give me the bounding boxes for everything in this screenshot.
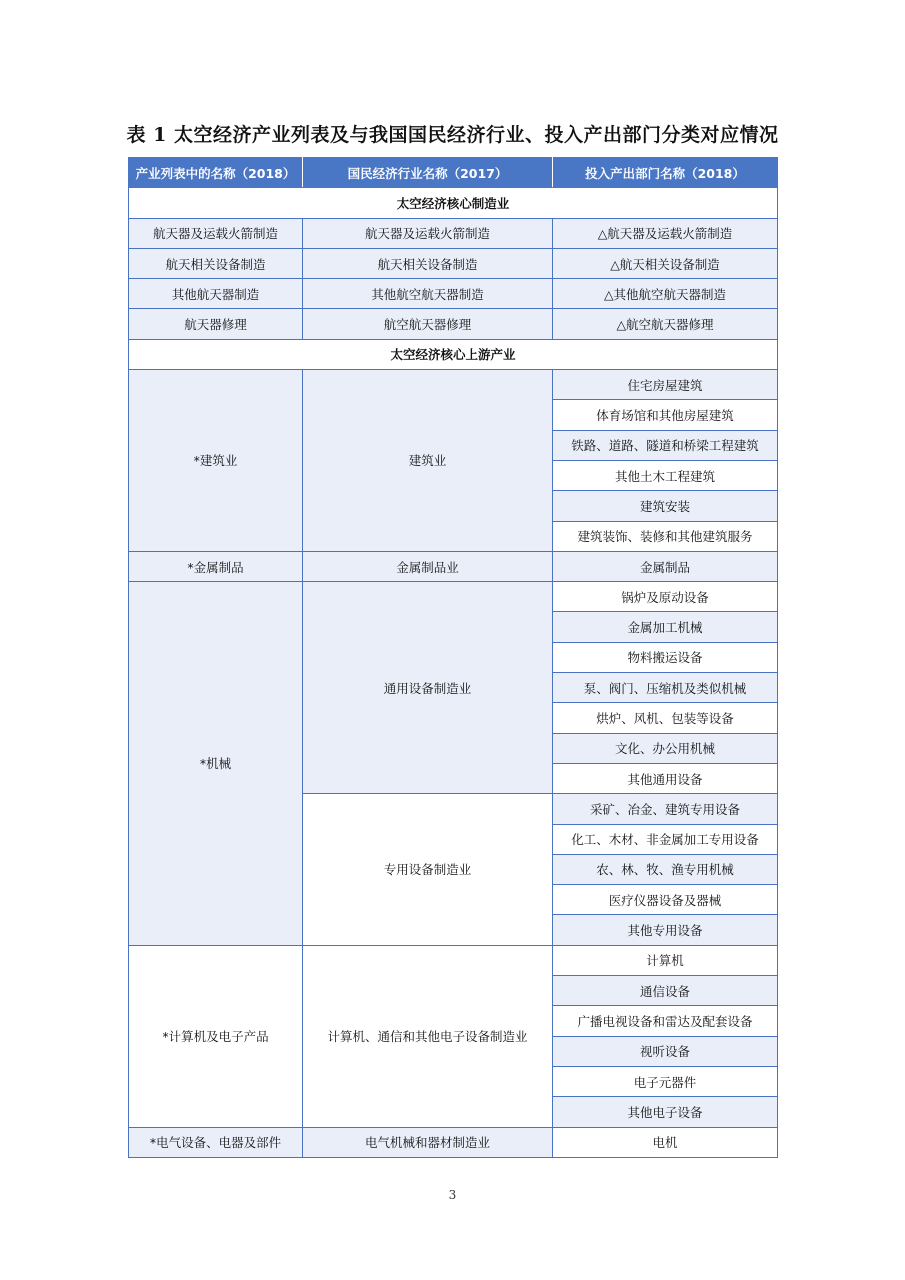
cell-io: 物料搬运设备 — [553, 642, 778, 672]
header-input-output: 投入产出部门名称（2018） — [553, 158, 778, 188]
cell-io: 农、林、牧、渔专用机械 — [553, 854, 778, 884]
page-number: 3 — [448, 1188, 457, 1202]
cell-national: 航空航天器修理 — [303, 309, 553, 339]
cell-io: 建筑安装 — [553, 491, 778, 521]
cell-national: 航天器及运载火箭制造 — [303, 218, 553, 248]
cell-io: 医疗仪器设备及器械 — [553, 885, 778, 915]
cell-national-general-equipment: 通用设备制造业 — [303, 582, 553, 794]
cell-io: 文化、办公用机械 — [553, 733, 778, 763]
cell-industry: 其他航天器制造 — [129, 279, 303, 309]
table-row — [129, 551, 778, 581]
header-national-economy: 国民经济行业名称（2017） — [303, 158, 553, 188]
cell-national-electronics: 计算机、通信和其他电子设备制造业 — [303, 945, 553, 1127]
table-row — [129, 279, 778, 309]
cell-io: 广播电视设备和雷达及配套设备 — [553, 1006, 778, 1036]
cell-io: 泵、阀门、压缩机及类似机械 — [553, 673, 778, 703]
cell-industry-machinery: *机械 — [129, 582, 303, 946]
cell-industry-electronics: *计算机及电子产品 — [129, 945, 303, 1127]
cell-io: 其他电子设备 — [553, 1097, 778, 1127]
cell-industry-metal: *金属制品 — [129, 551, 303, 581]
cell-io: 电机 — [553, 1127, 778, 1157]
cell-io: 其他通用设备 — [553, 763, 778, 793]
cell-io: △航空航天器修理 — [553, 309, 778, 339]
cell-national-electrical: 电气机械和器材制造业 — [303, 1127, 553, 1157]
cell-io: 烘炉、风机、包装等设备 — [553, 703, 778, 733]
cell-io: 采矿、冶金、建筑专用设备 — [553, 794, 778, 824]
table-row — [129, 945, 778, 975]
cell-io: 其他土木工程建筑 — [553, 460, 778, 490]
cell-io: △航天器及运载火箭制造 — [553, 218, 778, 248]
cell-io: △其他航空航天器制造 — [553, 279, 778, 309]
cell-io: 锅炉及原动设备 — [553, 582, 778, 612]
table-row — [129, 582, 778, 612]
cell-io: 其他专用设备 — [553, 915, 778, 945]
cell-industry: 航天相关设备制造 — [129, 248, 303, 278]
table-row — [129, 218, 778, 248]
cell-industry: 航天器修理 — [129, 309, 303, 339]
cell-io: 电子元器件 — [553, 1066, 778, 1096]
table-row — [129, 370, 778, 400]
cell-io: 建筑装饰、装修和其他建筑服务 — [553, 521, 778, 551]
cell-io: 计算机 — [553, 945, 778, 975]
header-industry-list: 产业列表中的名称（2018） — [129, 158, 303, 188]
table-title: 表 1 太空经济产业列表及与我国国民经济行业、投入产出部门分类对应情况 — [126, 124, 779, 146]
cell-io: 化工、木材、非金属加工专用设备 — [553, 824, 778, 854]
header-row — [129, 158, 778, 188]
cell-io: 体育场馆和其他房屋建筑 — [553, 400, 778, 430]
cell-io: 视听设备 — [553, 1036, 778, 1066]
cell-industry-electrical: *电气设备、电器及部件 — [129, 1127, 303, 1157]
classification-table — [128, 157, 778, 1158]
cell-national: 其他航空航天器制造 — [303, 279, 553, 309]
cell-io: 金属加工机械 — [553, 612, 778, 642]
cell-io: △航天相关设备制造 — [553, 248, 778, 278]
cell-io: 铁路、道路、隧道和桥梁工程建筑 — [553, 430, 778, 460]
cell-national: 航天相关设备制造 — [303, 248, 553, 278]
table-row — [129, 1127, 778, 1157]
cell-national-special-equipment: 专用设备制造业 — [303, 794, 553, 945]
cell-industry-construction: *建筑业 — [129, 370, 303, 552]
table-row — [129, 309, 778, 339]
cell-national-construction: 建筑业 — [303, 370, 553, 552]
cell-io: 金属制品 — [553, 551, 778, 581]
cell-industry: 航天器及运载火箭制造 — [129, 218, 303, 248]
section-core-manufacturing: 太空经济核心制造业 — [129, 188, 778, 218]
cell-io: 通信设备 — [553, 976, 778, 1006]
section-core-upstream: 太空经济核心上游产业 — [129, 339, 778, 369]
table-row — [129, 248, 778, 278]
cell-io: 住宅房屋建筑 — [553, 370, 778, 400]
section-row — [129, 188, 778, 218]
section-row — [129, 339, 778, 369]
cell-national-metal: 金属制品业 — [303, 551, 553, 581]
